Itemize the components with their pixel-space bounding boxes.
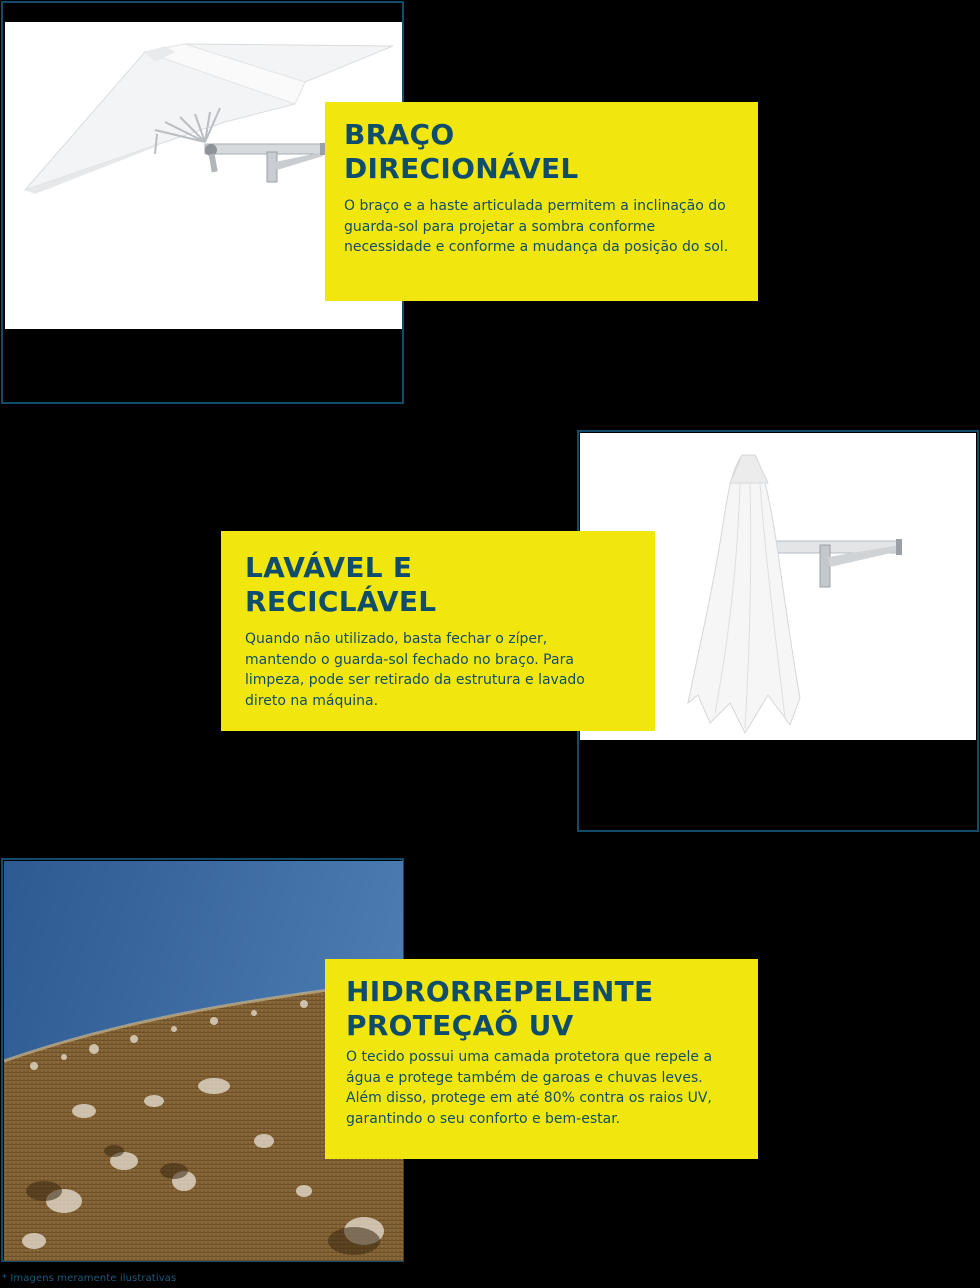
feature-title-2-line2: RECICLÁVEL <box>245 585 437 618</box>
feature-card-3 <box>325 959 758 1159</box>
feature-description-1: O braço e a haste articulada permitem a inclinação do guarda-sol para projetar a sombra conforme necessidade e conforme a mudança da posição do sol. <box>344 198 729 255</box>
feature-description-3: O tecido possui uma camada protetora que repele a água e protege também de garoas e chuvas leves. Além disso, protege em até 80% contra os raios UV, garantindo o seu conforto e bem-estar. <box>346 1049 713 1127</box>
feature-title-1-line1: BRAÇO <box>344 118 455 151</box>
feature-card-2 <box>221 531 655 731</box>
feature-title-3-line1: HIDRORREPELENTE <box>346 975 654 1008</box>
feature-title-2 <box>245 551 637 619</box>
feature-title-1 <box>344 118 740 186</box>
feature-title-2-line1: LAVÁVEL E <box>245 551 413 584</box>
feature-title-1-line2: DIRECIONÁVEL <box>344 152 579 185</box>
feature-title-3-line2: PROTEÇAÕ UV <box>346 1009 574 1042</box>
illustrative-images-footnote: * Imagens meramente ilustrativas <box>2 1273 177 1284</box>
feature-description-2: Quando não utilizado, basta fechar o zíper, mantendo o guarda-sol fechado no braço. Para limpeza, pode ser retirado da estrutura e lavado direto na máquina. <box>245 631 585 709</box>
feature-title-3 <box>346 975 740 1043</box>
feature-card-1 <box>325 102 758 301</box>
